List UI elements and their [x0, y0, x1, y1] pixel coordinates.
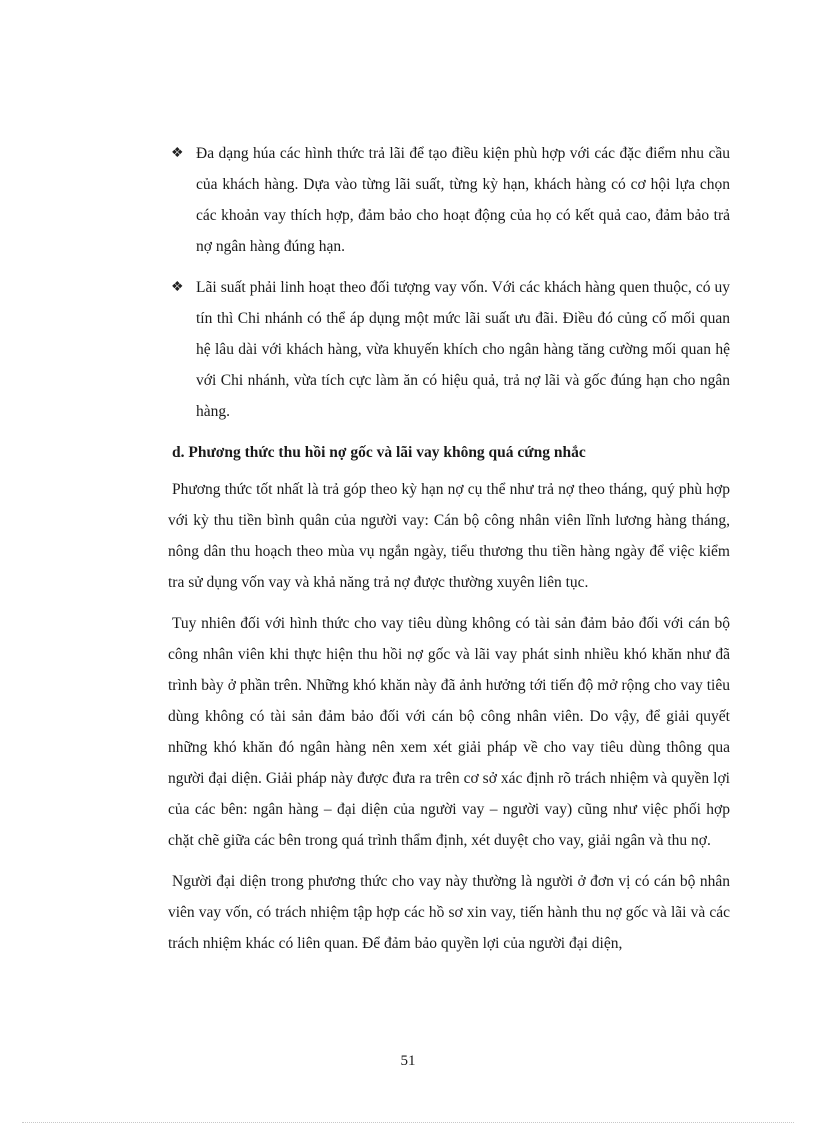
paragraph-text: Phương thức tốt nhất là trả góp theo kỳ hạn nợ cụ thể như trả nợ theo tháng, quý phù hợp với kỳ thu tiền bình quân của người vay: Cán bộ công nhân viên lĩnh lương hàng tháng, nông dân thu hoạch theo mùa vụ ngắn ngày, tiểu thương thu tiền hàng ngày để việc kiểm tra sử dụng vốn vay và khả năng trả nợ được thường xuyên liên tục.	[168, 481, 730, 591]
page-number: 51	[400, 1053, 416, 1069]
four-diamond-bullet-icon: ❖	[171, 146, 184, 161]
bullet-text: Lãi suất phải linh hoạt theo đối tượng vay vốn. Với các khách hàng quen thuộc, có uy tín thì Chi nhánh có thể áp dụng một mức lãi suất ưu đãi. Điều đó củng cố mối quan hệ lâu dài với khách hàng, vừa khuyến khích cho ngân hàng tăng cường mối quan hệ với Chi nhánh, vừa tích cực làm ăn có hiệu quả, trả nợ lãi và gốc đúng hạn cho ngân hàng.	[196, 279, 730, 420]
paragraph-text: Tuy nhiên đối với hình thức cho vay tiêu dùng không có tài sản đảm bảo đối với cán bộ công nhân viên khi thực hiện thu hồi nợ gốc và lãi vay phát sinh nhiều khó khăn như đã trình bày ở phần trên. Những khó khăn này đã ảnh hưởng tới tiến độ mở rộng cho vay tiêu dùng không có tài sản đảm bảo đối với cán bộ công nhân viên. Do vậy, để giải quyết những khó khăn đó ngân hàng nên xem xét giải pháp về cho vay tiêu dùng thông qua người đại diện. Giải pháp này được đưa ra trên cơ sở xác định rõ trách nhiệm và quyền lợi của các bên: ngân hàng – đại diện của người vay – người vay) cũng như việc phối hợp chặt chẽ giữa các bên trong quá trình thẩm định, xét duyệt cho vay, giải ngân và thu nợ.	[168, 615, 730, 849]
bullet-item	[168, 272, 730, 427]
bullet-item	[168, 138, 730, 262]
page-content	[168, 138, 730, 969]
four-diamond-bullet-icon: ❖	[171, 280, 184, 295]
paragraph-text: Người đại diện trong phương thức cho vay này thường là người ở đơn vị có cán bộ nhân viên vay vốn, có trách nhiệm tập hợp các hồ sơ xin vay, tiến hành thu nợ gốc và lãi và các trách nhiệm khác có liên quan. Để đảm bảo quyền lợi của người đại diện,	[168, 873, 730, 952]
paragraph	[168, 474, 730, 598]
section-heading: d. Phương thức thu hồi nợ gốc và lãi vay không quá cứng nhắc	[172, 444, 586, 461]
paragraph	[168, 866, 730, 959]
bullet-text: Đa dạng húa các hình thức trả lãi để tạo điều kiện phù hợp với các đặc điểm nhu cầu của khách hàng. Dựa vào từng lãi suất, từng kỳ hạn, khách hàng có cơ hội lựa chọn các khoản vay thích hợp, đảm bảo cho hoạt động của họ có kết quả cao, đảm bảo trả nợ ngân hàng đúng hạn.	[196, 145, 730, 255]
paragraph	[168, 608, 730, 856]
